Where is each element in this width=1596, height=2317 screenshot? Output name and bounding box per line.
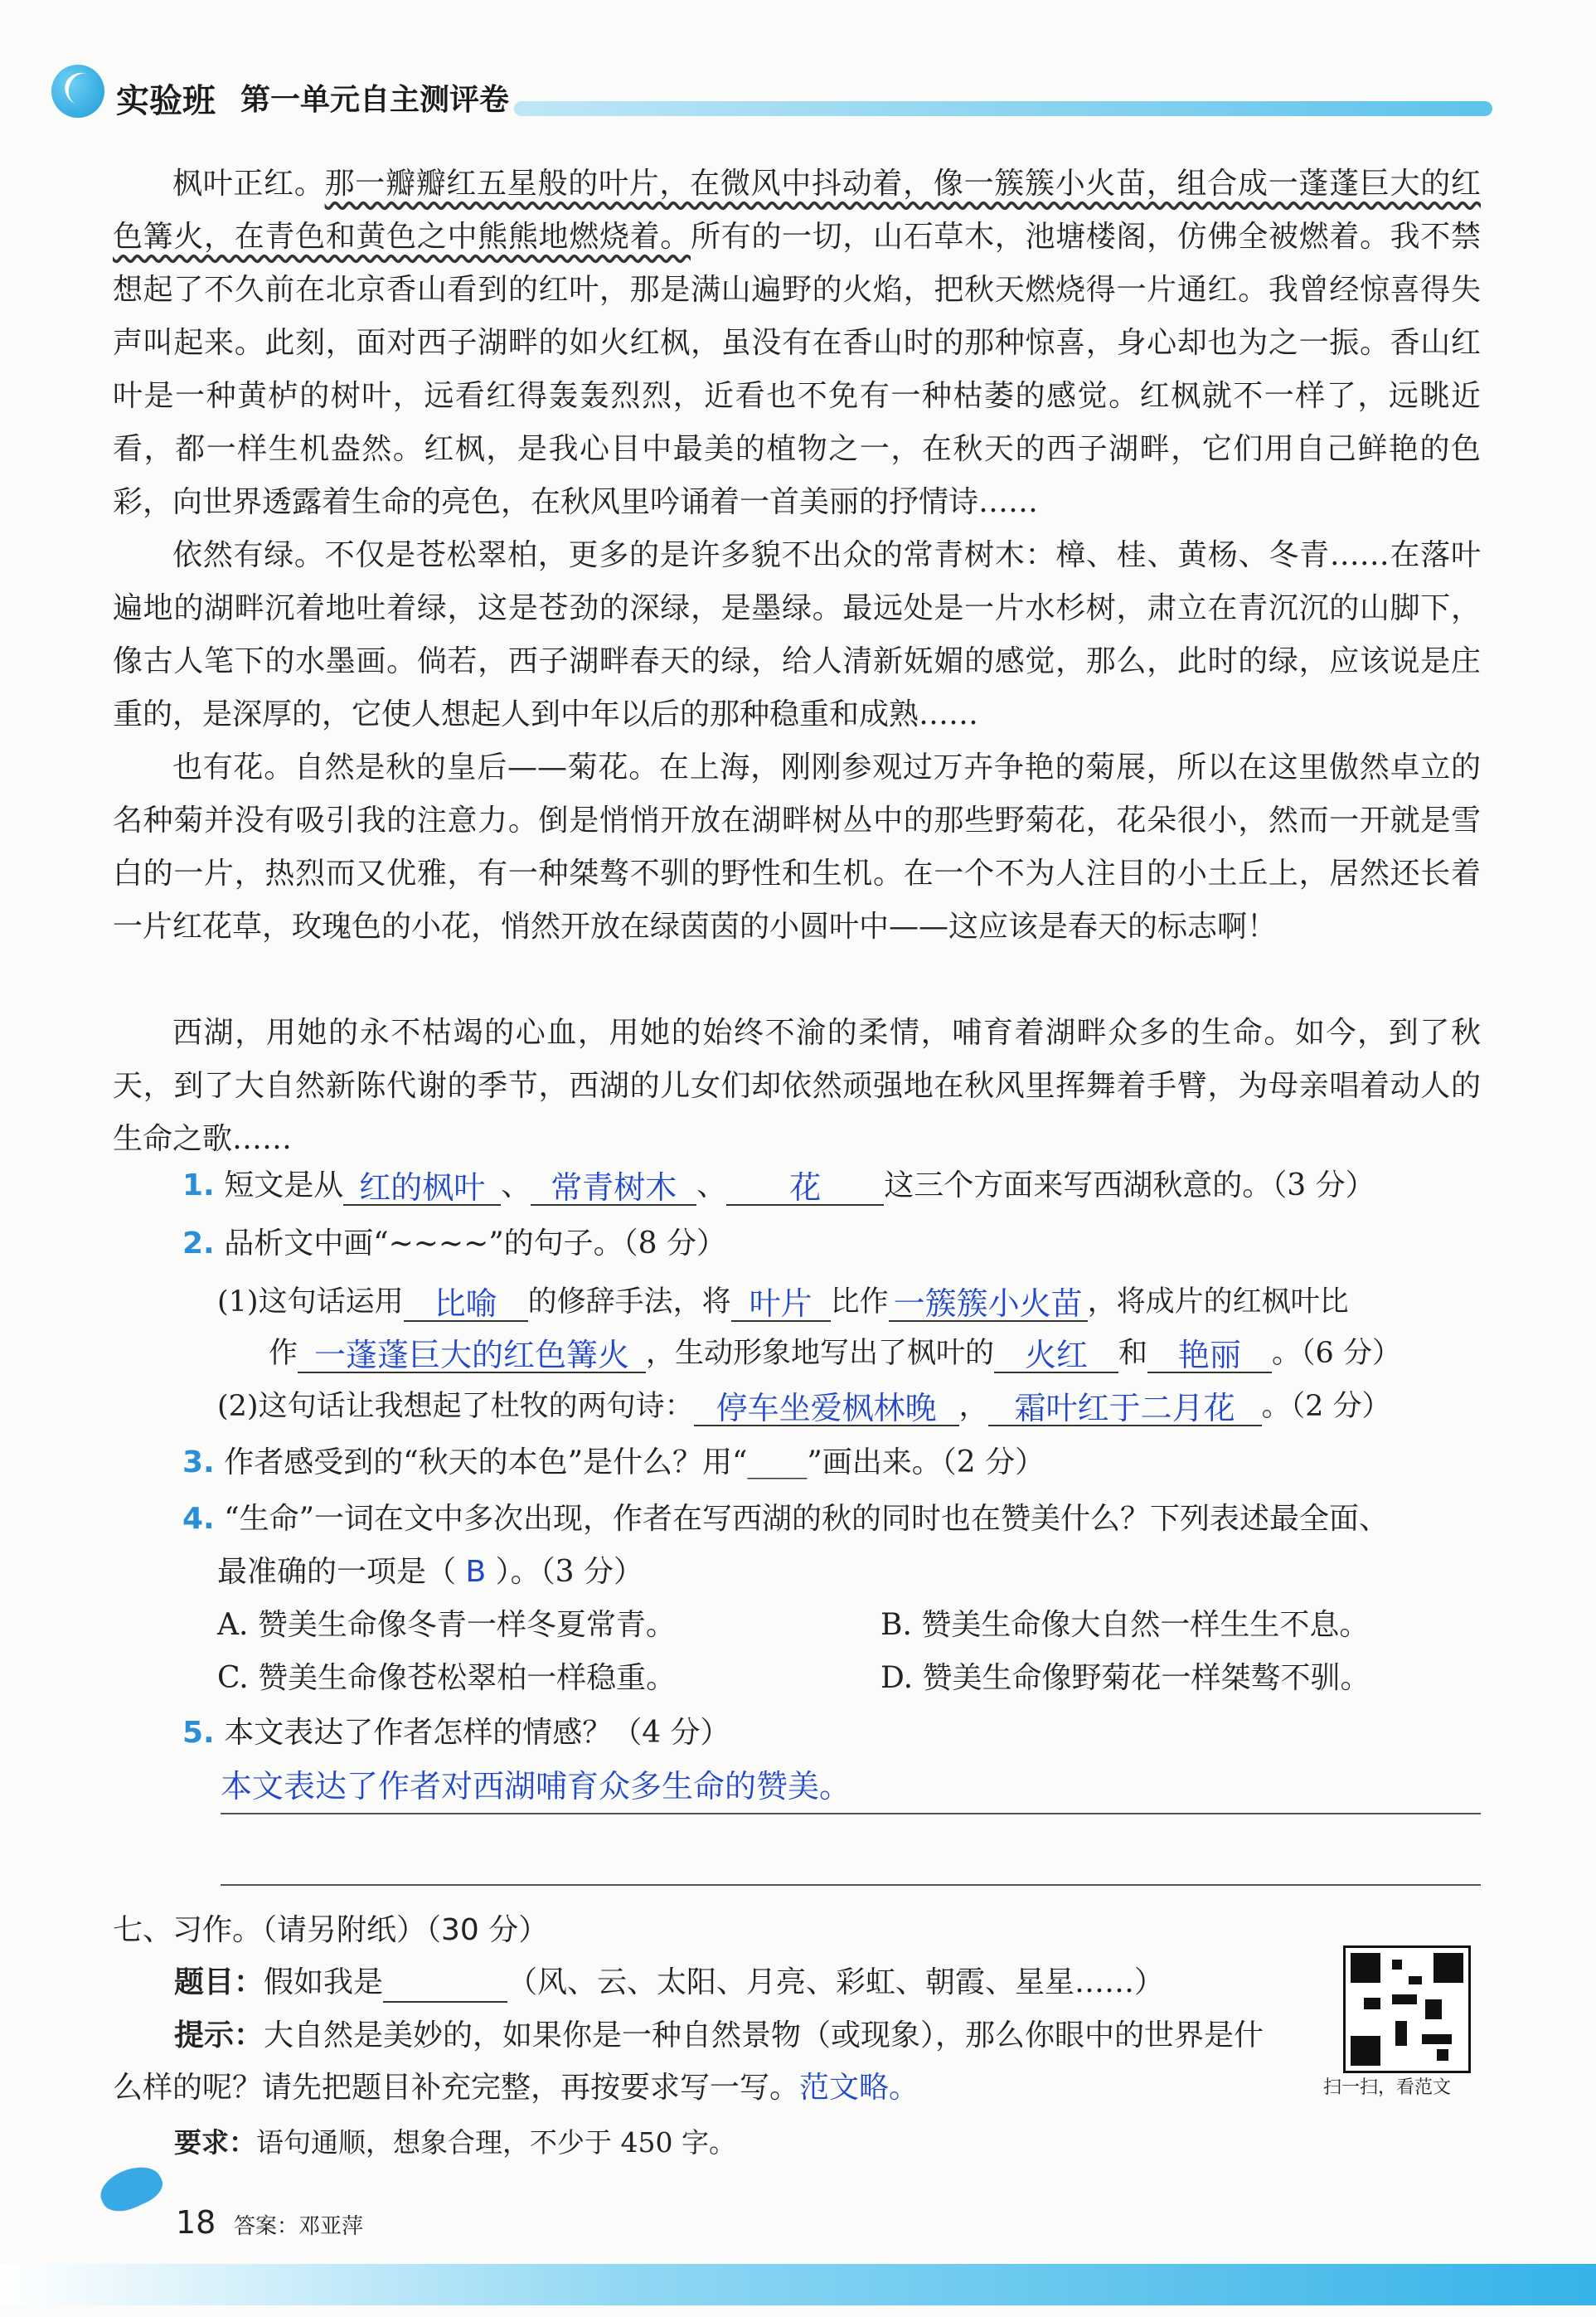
wavy-underlined-sentence: 那一瓣瓣红五星般的叶片，在微风中抖动着，像一簇簇小火苗，组合成一蓬蓬巨大的红色篝火，在青色和黄色之中熊熊地燃烧着。	[113, 167, 1481, 254]
q1-answer-1: 红的枫叶	[343, 1171, 501, 1206]
brand-title: 实验班	[116, 82, 216, 120]
answer-author: 答案：邓亚萍	[234, 2214, 364, 2239]
answer-line-2	[221, 1884, 1481, 1886]
q4-option-b: B. 赞美生命像大自然一样生生不息。	[880, 1608, 1370, 1642]
hint-answer: 范文略。	[799, 2071, 919, 2105]
passage-paragraph-3: 也有花。自然是秋的皇后——菊花。在上海，刚刚参观过万卉争艳的菊展，所以在这里傲然卓立的名种菊并没有吸引我的注意力。倒是悄悄开放在湖畔树丛中的那些野菊花，花朵很小，然而一开就是雪白的一片，热烈而又优雅，有一种桀骜不驯的野性和生机。在一个不为人注目的小土丘上，居然还长着一片红花草，玫瑰色的小花，悄然开放在绿茵茵的小圆叶中——这应该是春天的标志啊！	[113, 750, 1481, 944]
qr-caption: 扫一扫，看范文	[1323, 2077, 1452, 2098]
qr-code-icon[interactable]	[1343, 1945, 1471, 2073]
composition-requirement: 要求：语句通顺，想象合理，不少于 450 字。	[174, 2126, 736, 2159]
q2-answer-poem-1: 停车坐爱枫林晚	[694, 1392, 959, 1426]
question-3: 3. 作者感受到的“秋天的本色”是什么？用“____”画出来。（2 分）	[182, 1445, 1045, 1479]
q2-answer-feature-2: 艳丽	[1147, 1338, 1272, 1373]
answer-line-1	[221, 1813, 1481, 1814]
passage-paragraph-2: 依然有绿。不仅是苍松翠柏，更多的是许多貌不出众的常青树木：樟、桂、黄杨、冬青……在落叶遍地的湖畔沉着地吐着绿，这是苍劲的深绿，是墨绿。最远处是一片水杉树，肃立在青沉沉的山脚下，像古人笔下的水墨画。倘若，西子湖畔春天的绿，给人清新妩媚的感觉，那么，此时的绿，应该说是庄重的，是深厚的，它使人想起人到中年以后的那种稳重和成熟……	[113, 538, 1481, 731]
unit-title: 第一单元自主测评卷	[240, 83, 510, 117]
question-1: 1. 短文是从 红的枫叶 、 常青树木 、 花 这三个方面来写西湖秋意的。（3 分）	[182, 1168, 1375, 1206]
q4-answer: B	[465, 1555, 487, 1589]
q2-answer-compare-1: 一簇簇小火苗	[889, 1287, 1088, 1322]
q2-answer-compare-2: 一蓬蓬巨大的红色篝火	[298, 1338, 646, 1373]
q5-answer: 本文表达了作者对西湖哺育众多生命的赞美。	[221, 1768, 851, 1805]
footer-decor-band	[0, 2264, 1596, 2305]
question-5: 5. 本文表达了作者怎样的情感？（4 分）	[182, 1716, 730, 1750]
composition-hint-cont: 么样的呢？请先把题目补充完整，再按要求写一写。范文略。	[113, 2071, 919, 2105]
composition-topic: 题目：假如我是 （风、云、太阳、月亮、彩虹、朝霞、星星……）	[174, 1962, 1164, 2003]
q2-answer-feature-1: 火红	[994, 1338, 1118, 1373]
q2-answer-rhetoric: 比喻	[404, 1287, 528, 1322]
composition-hint: 提示：大自然是美妙的，如果你是一种自然景物（或现象），那么你眼中的世界是什	[174, 2018, 1264, 2052]
question-2-part-1: (1)这句话运用 比喻 的修辞手法，将 叶片 比作 一簇簇小火苗 ，将成片的红枫叶比	[217, 1285, 1349, 1322]
question-4: 4. “生命”一词在文中多次出现，作者在写西湖的秋的同时也在赞美什么？下列表述最全面、	[182, 1502, 1389, 1536]
question-2-part-1-cont: 作 一蓬蓬巨大的红色篝火 ，生动形象地写出了枫叶的 火红 和 艳丽 。（6 分）	[269, 1337, 1401, 1373]
composition-heading: 七、习作。（请另附纸）（30 分）	[113, 1913, 549, 1947]
question-4-line-2: 最准确的一项是（ B ）。（3 分）	[217, 1555, 643, 1589]
q2-answer-object: 叶片	[731, 1287, 831, 1322]
q4-option-a: A. 赞美生命像冬青一样冬夏常青。	[217, 1608, 676, 1642]
passage-paragraph-1: 枫叶正红。那一瓣瓣红五星般的叶片，在微风中抖动着，像一簇簇小火苗，组合成一蓬蓬巨大的红色篝火，在青色和黄色之中熊熊地燃烧着。所有的一切，山石草木，池塘楼阁，仿佛全被燃着。我不禁想起了不久前在北京香山看到的红叶，那是满山遍野的火焰，把秋天燃烧得一片通红。我曾经惊喜得失声叫起来。此刻，面对西子湖畔的如火红枫，虽没有在香山时的那种惊喜，身心却也为之一振。香山红叶是一种黄栌的树叶，远看红得轰轰烈烈，近看也不免有一种枯萎的感觉。红枫就不一样了，远眺近看，都一样生机盎然。红枫，是我心目中最美的植物之一，在秋天的西子湖畔，它们用自己鲜艳的色彩，向世界透露着生命的亮色，在秋风里吟诵着一首美丽的抒情诗……	[113, 167, 1481, 519]
header-decor-band	[514, 101, 1492, 116]
passage-paragraph-4: 西湖，用她的永不枯竭的心血，用她的始终不渝的柔情，哺育着湖畔众多的生命。如今，到了秋天，到了大自然新陈代谢的季节，西湖的儿女们却依然顽强地在秋风里挥舞着手臂，为母亲唱着动人的生命之歌……	[113, 1016, 1481, 1156]
q1-answer-2: 常青树木	[531, 1171, 696, 1206]
q4-option-c: C. 赞美生命像苍松翠柏一样稳重。	[217, 1661, 677, 1695]
question-2-part-2: (2)这句话让我想起了杜牧的两句诗： 停车坐爱枫林晚 ， 霜叶红于二月花 。（2 分）	[217, 1390, 1391, 1426]
q2-answer-poem-2: 霜叶红于二月花	[988, 1392, 1262, 1426]
q1-answer-3: 花	[726, 1171, 884, 1206]
topic-blank	[383, 2001, 507, 2003]
question-2: 2. 品析文中画“~~~~”的句子。（8 分）	[182, 1227, 727, 1261]
dolphin-icon	[95, 2158, 167, 2219]
page-number: 18	[176, 2204, 216, 2241]
q4-option-d: D. 赞美生命像野菊花一样桀骜不驯。	[880, 1661, 1370, 1695]
